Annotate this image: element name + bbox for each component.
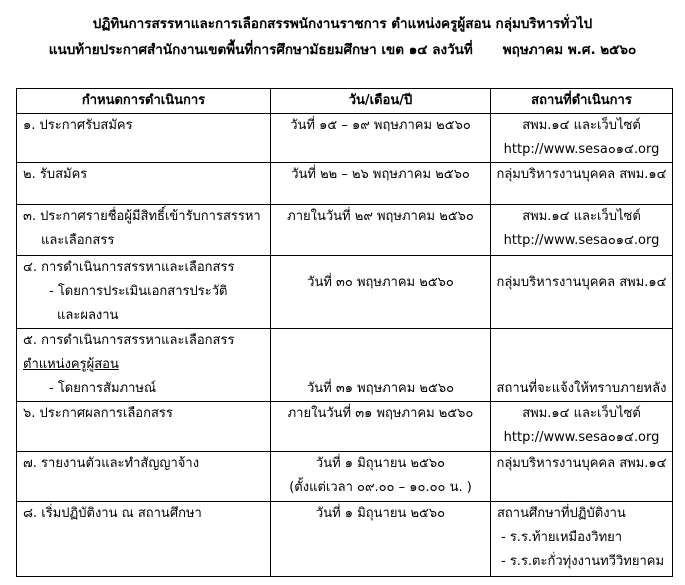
task-cell: [17, 163, 271, 205]
task-text: ๔. การดำเนินการสรรหาและเลือกสรร: [23, 260, 235, 275]
table-header-row: [17, 89, 673, 114]
place-text: สพม.๑๔ และเว็บไซต์: [522, 209, 641, 224]
place-url: http://www.sesa๐๑๔.org: [503, 233, 660, 248]
task-text: ๕. การดำเนินการสรรหาและเลือกสรร: [23, 333, 235, 348]
date-text: วันที่ ๓๐ พฤษภาคม ๒๕๖๐: [307, 275, 454, 290]
place-cell: [491, 205, 673, 256]
task-text: และผลงาน: [57, 308, 119, 323]
task-cell: [17, 256, 271, 329]
place-text: สถานศึกษาที่ปฏิบัติงาน: [497, 506, 626, 521]
date-cell: [271, 502, 491, 577]
table-row: [17, 402, 673, 452]
task-cell: [17, 329, 271, 402]
task-text: ๖. ประกาศผลการเลือกสรร: [23, 406, 173, 421]
table-row: [17, 163, 673, 205]
place-text: สถานที่จะแจ้งให้ทราบภายหลัง: [496, 381, 667, 396]
task-cell: [17, 402, 271, 452]
date-cell: [271, 329, 491, 402]
table-row: [17, 256, 673, 329]
date-text: วันที่ ๒๒ – ๒๖ พฤษภาคม ๒๕๖๐: [291, 167, 470, 182]
place-cell: [491, 329, 673, 402]
header-task: กำหนดการดำเนินการ: [17, 89, 271, 114]
date-text: วันที่ ๑ มิถุนายน ๒๕๖๐: [315, 506, 446, 521]
place-cell: [491, 502, 673, 577]
place-text: สพม.๑๔ และเว็บไซต์: [522, 406, 641, 421]
task-cell: [17, 205, 271, 256]
task-text: - โดยการประเมินเอกสารประวัติ: [49, 284, 228, 299]
header-date: วัน/เดือน/ปี: [271, 89, 491, 114]
table-row: [17, 452, 673, 502]
task-text: ๑. ประกาศรับสมัคร: [23, 118, 133, 133]
task-cell: [17, 114, 271, 163]
date-text: วันที่ ๓๑ พฤษภาคม ๒๕๖๐: [306, 381, 455, 396]
subtitle-announcement: แนบท้ายประกาศสำนักงานเขตพื้นที่การศึกษามัธยมศึกษา เขต ๑๔ ลงวันที่: [48, 42, 473, 58]
task-text: ๓. ประกาศรายชื่อผู้มีสิทธิ์เข้ารับการสรรหา: [23, 209, 261, 224]
table-row: [17, 329, 673, 402]
place-cell: [491, 114, 673, 163]
date-text: ภายในวันที่ ๒๙ พฤษภาคม ๒๕๖๐: [287, 209, 474, 224]
place-cell: [491, 163, 673, 205]
task-text: - โดยการสัมภาษณ์: [49, 381, 157, 396]
school-name: - ร.ร.ตะกั่วทุ่งงานทวีวิทยาคม: [501, 554, 665, 569]
schedule-table: [16, 88, 673, 577]
date-text: วันที่ ๑๕ – ๑๙ พฤษภาคม ๒๕๖๐: [290, 118, 471, 133]
task-text: ๘. เริ่มปฏิบัติงาน ณ สถานศึกษา: [23, 506, 202, 521]
task-text: [23, 353, 270, 377]
header-place: สถานที่ดำเนินการ: [491, 89, 673, 114]
task-cell: [17, 452, 271, 502]
task-text: ๒. รับสมัคร: [23, 167, 88, 182]
time-range-text: (ตั้งแต่เวลา ๐๙.๐๐ – ๑๐.๐๐ น. ): [289, 480, 472, 495]
task-position-underlined: ตำแหน่งครูผู้สอน: [23, 357, 119, 372]
table-row: [17, 502, 673, 577]
date-cell: [271, 163, 491, 205]
place-text: สพม.๑๔ และเว็บไซต์: [522, 118, 641, 133]
place-cell: [491, 452, 673, 502]
school-name: - ร.ร.ท้ายเหมืองวิทยา: [501, 530, 623, 545]
place-text: กลุ่มบริหารงานบุคคล สพม.๑๔: [496, 275, 667, 290]
place-url: http://www.sesa๐๑๔.org: [503, 142, 660, 157]
date-cell: [271, 114, 491, 163]
date-text: ภายในวันที่ ๓๑ พฤษภาคม ๒๕๖๐: [287, 406, 474, 421]
place-url: http://www.sesa๐๑๔.org: [503, 430, 660, 445]
date-cell: [271, 256, 491, 329]
document-title: ปฏิทินการสรรหาและการเลือกสรรพนักงานราชการ ตำแหน่งครูผู้สอน กลุ่มบริหารทั่วไป: [92, 16, 593, 32]
date-cell: [271, 205, 491, 256]
subtitle-date: พฤษภาคม พ.ศ. ๒๕๖๐: [502, 42, 637, 58]
place-text: กลุ่มบริหารงานบุคคล สพม.๑๔: [496, 456, 667, 471]
date-cell: [271, 402, 491, 452]
task-text: ๗. รายงานตัวและทำสัญญาจ้าง: [23, 456, 200, 471]
task-cell: [17, 502, 271, 577]
place-text: กลุ่มบริหารงานบุคคล สพม.๑๔: [496, 167, 667, 182]
task-text: และเลือกสรร: [41, 233, 115, 248]
date-cell: [271, 452, 491, 502]
date-text: วันที่ ๑ มิถุนายน ๒๕๖๐: [315, 456, 446, 471]
document-subtitle: [0, 38, 685, 60]
place-cell: [491, 256, 673, 329]
table-row: [17, 114, 673, 163]
table-row: [17, 205, 673, 256]
place-cell: [491, 402, 673, 452]
